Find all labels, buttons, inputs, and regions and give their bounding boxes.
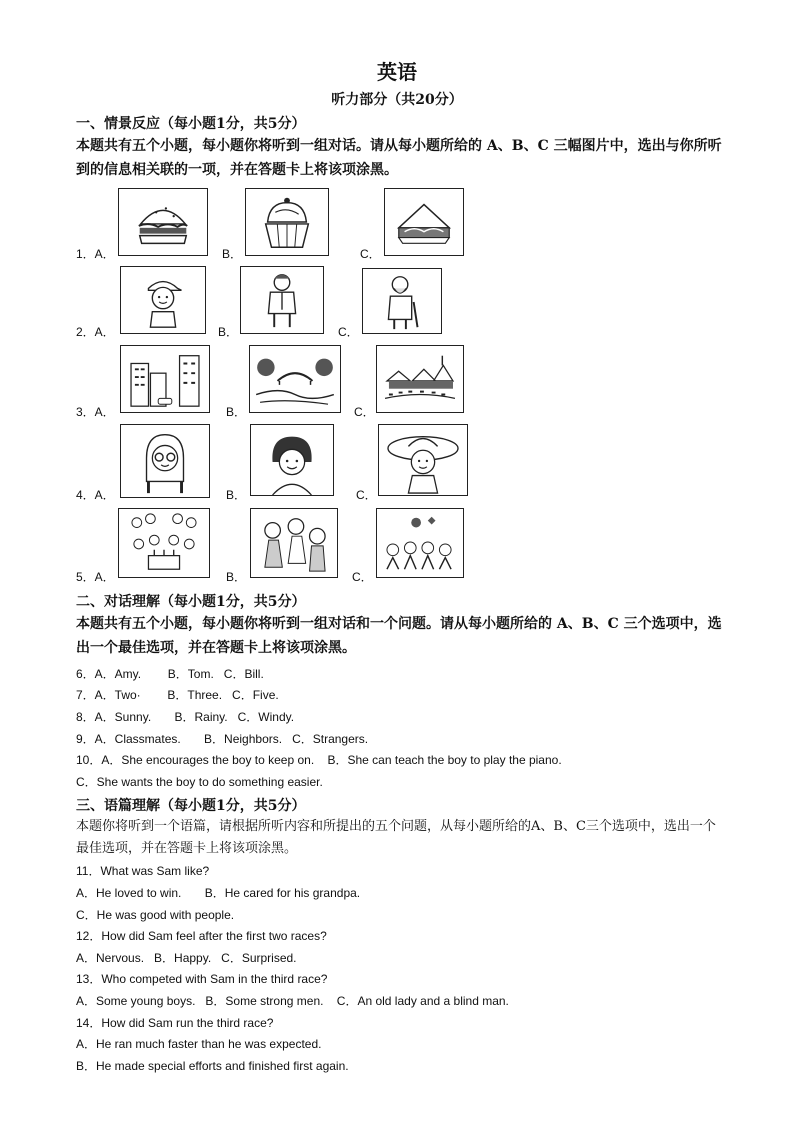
q7-line: 7．A．Two· B．Three. C．Five.: [76, 688, 279, 702]
q14-option-a: A．He ran much faster than he was expected.: [76, 1037, 322, 1051]
page-title: 英语: [377, 60, 417, 84]
q2-label: 2．A．: [76, 325, 115, 339]
city-buildings-icon: [120, 345, 210, 413]
q10-option-c: C．She wants the boy to do something easier.: [76, 775, 323, 789]
q5-option-c: C．: [352, 570, 373, 584]
q8-line: 8．A．Sunny. B．Rainy. C．Windy.: [76, 710, 295, 724]
section1-instruction: 本题共有五个小题，每小题你将听到一组对话。请从每小题所给的 A、B、C 三幅图片中，选出与你所听到的信息相关联的一项，并在答题卡上将该项涂黑。: [76, 138, 722, 178]
q14-option-b: B．He made special efforts and finished first again.: [76, 1059, 349, 1073]
q3-label: 3．A．: [76, 405, 115, 419]
cupcake-icon: [245, 188, 329, 256]
park-bridge-icon: [249, 345, 341, 413]
q13-question: 13．Who competed with Sam in the third race?: [76, 972, 328, 986]
q12-options: A．Nervous. B．Happy. C．Surprised.: [76, 951, 297, 965]
q5-option-b: B．: [226, 570, 247, 584]
q1-option-b: B．: [222, 247, 243, 261]
q4-label: 4．A．: [76, 488, 115, 502]
page-subtitle: 听力部分（共20分）: [331, 92, 463, 108]
q14-question: 14．How did Sam run the third race?: [76, 1016, 274, 1030]
q3-option-c: C．: [354, 405, 375, 419]
sandwich-icon: [384, 188, 464, 256]
q11-options-ab: A．He loved to win. B．He cared for his grandpa.: [76, 886, 361, 900]
boy-with-cap-icon: [120, 266, 206, 334]
section3-heading: 三、语篇理解（每小题1分，共5分）: [76, 798, 306, 814]
section2-instruction: 本题共有五个小题，每小题你将听到一组对话和一个问题。请从每小题所给的 A、B、C 三个选项中，选出一个最佳选项，并在答题卡上将该项涂黑。: [76, 616, 722, 656]
girl-with-glasses-icon: [120, 424, 210, 498]
hamburger-icon: [118, 188, 208, 256]
q4-option-b: B．: [226, 488, 247, 502]
kids-playing-icon: [376, 508, 464, 578]
q9-line: 9．A．Classmates. B．Neighbors. C．Strangers.: [76, 732, 369, 746]
q4-option-c: C．: [356, 488, 377, 502]
q2-option-c: C．: [338, 325, 359, 339]
man-in-suit-icon: [240, 266, 324, 334]
section3-instruction: 本题你将听到一个语篇，请根据所听内容和所提出的五个问题，从每小题所给的A、B、C三个选项中，选出一个最佳选项，并在答题卡上将该项涂黑。: [76, 819, 716, 856]
q5-label: 5．A．: [76, 570, 115, 584]
q2-option-b: B．: [218, 325, 239, 339]
q1-option-c: C．: [360, 247, 381, 261]
old-man-with-cane-icon: [362, 268, 442, 334]
q1-label: 1．A．: [76, 247, 115, 261]
section1-heading: 一、情景反应（每小题1分，共5分）: [76, 116, 306, 132]
section2-heading: 二、对话理解（每小题1分，共5分）: [76, 594, 306, 610]
girl-with-hat-icon: [378, 424, 468, 496]
q12-question: 12．How did Sam feel after the first two races?: [76, 929, 327, 943]
friends-talking-icon: [250, 508, 338, 578]
q6-line: 6．A．Amy. B．Tom. C．Bill.: [76, 667, 264, 681]
village-icon: [376, 345, 464, 413]
q11-option-c: C．He was good with people.: [76, 908, 235, 922]
q3-option-b: B．: [226, 405, 247, 419]
birthday-party-icon: [118, 508, 210, 578]
q11-question: 11．What was Sam like?: [76, 864, 210, 878]
q10-line: 10．A．She encourages the boy to keep on. B．She can teach the boy to play the piano.: [76, 753, 562, 767]
girl-short-hair-icon: [250, 424, 334, 496]
q13-options: A．Some young boys. B．Some strong men. C．An old lady and a blind man.: [76, 994, 509, 1008]
